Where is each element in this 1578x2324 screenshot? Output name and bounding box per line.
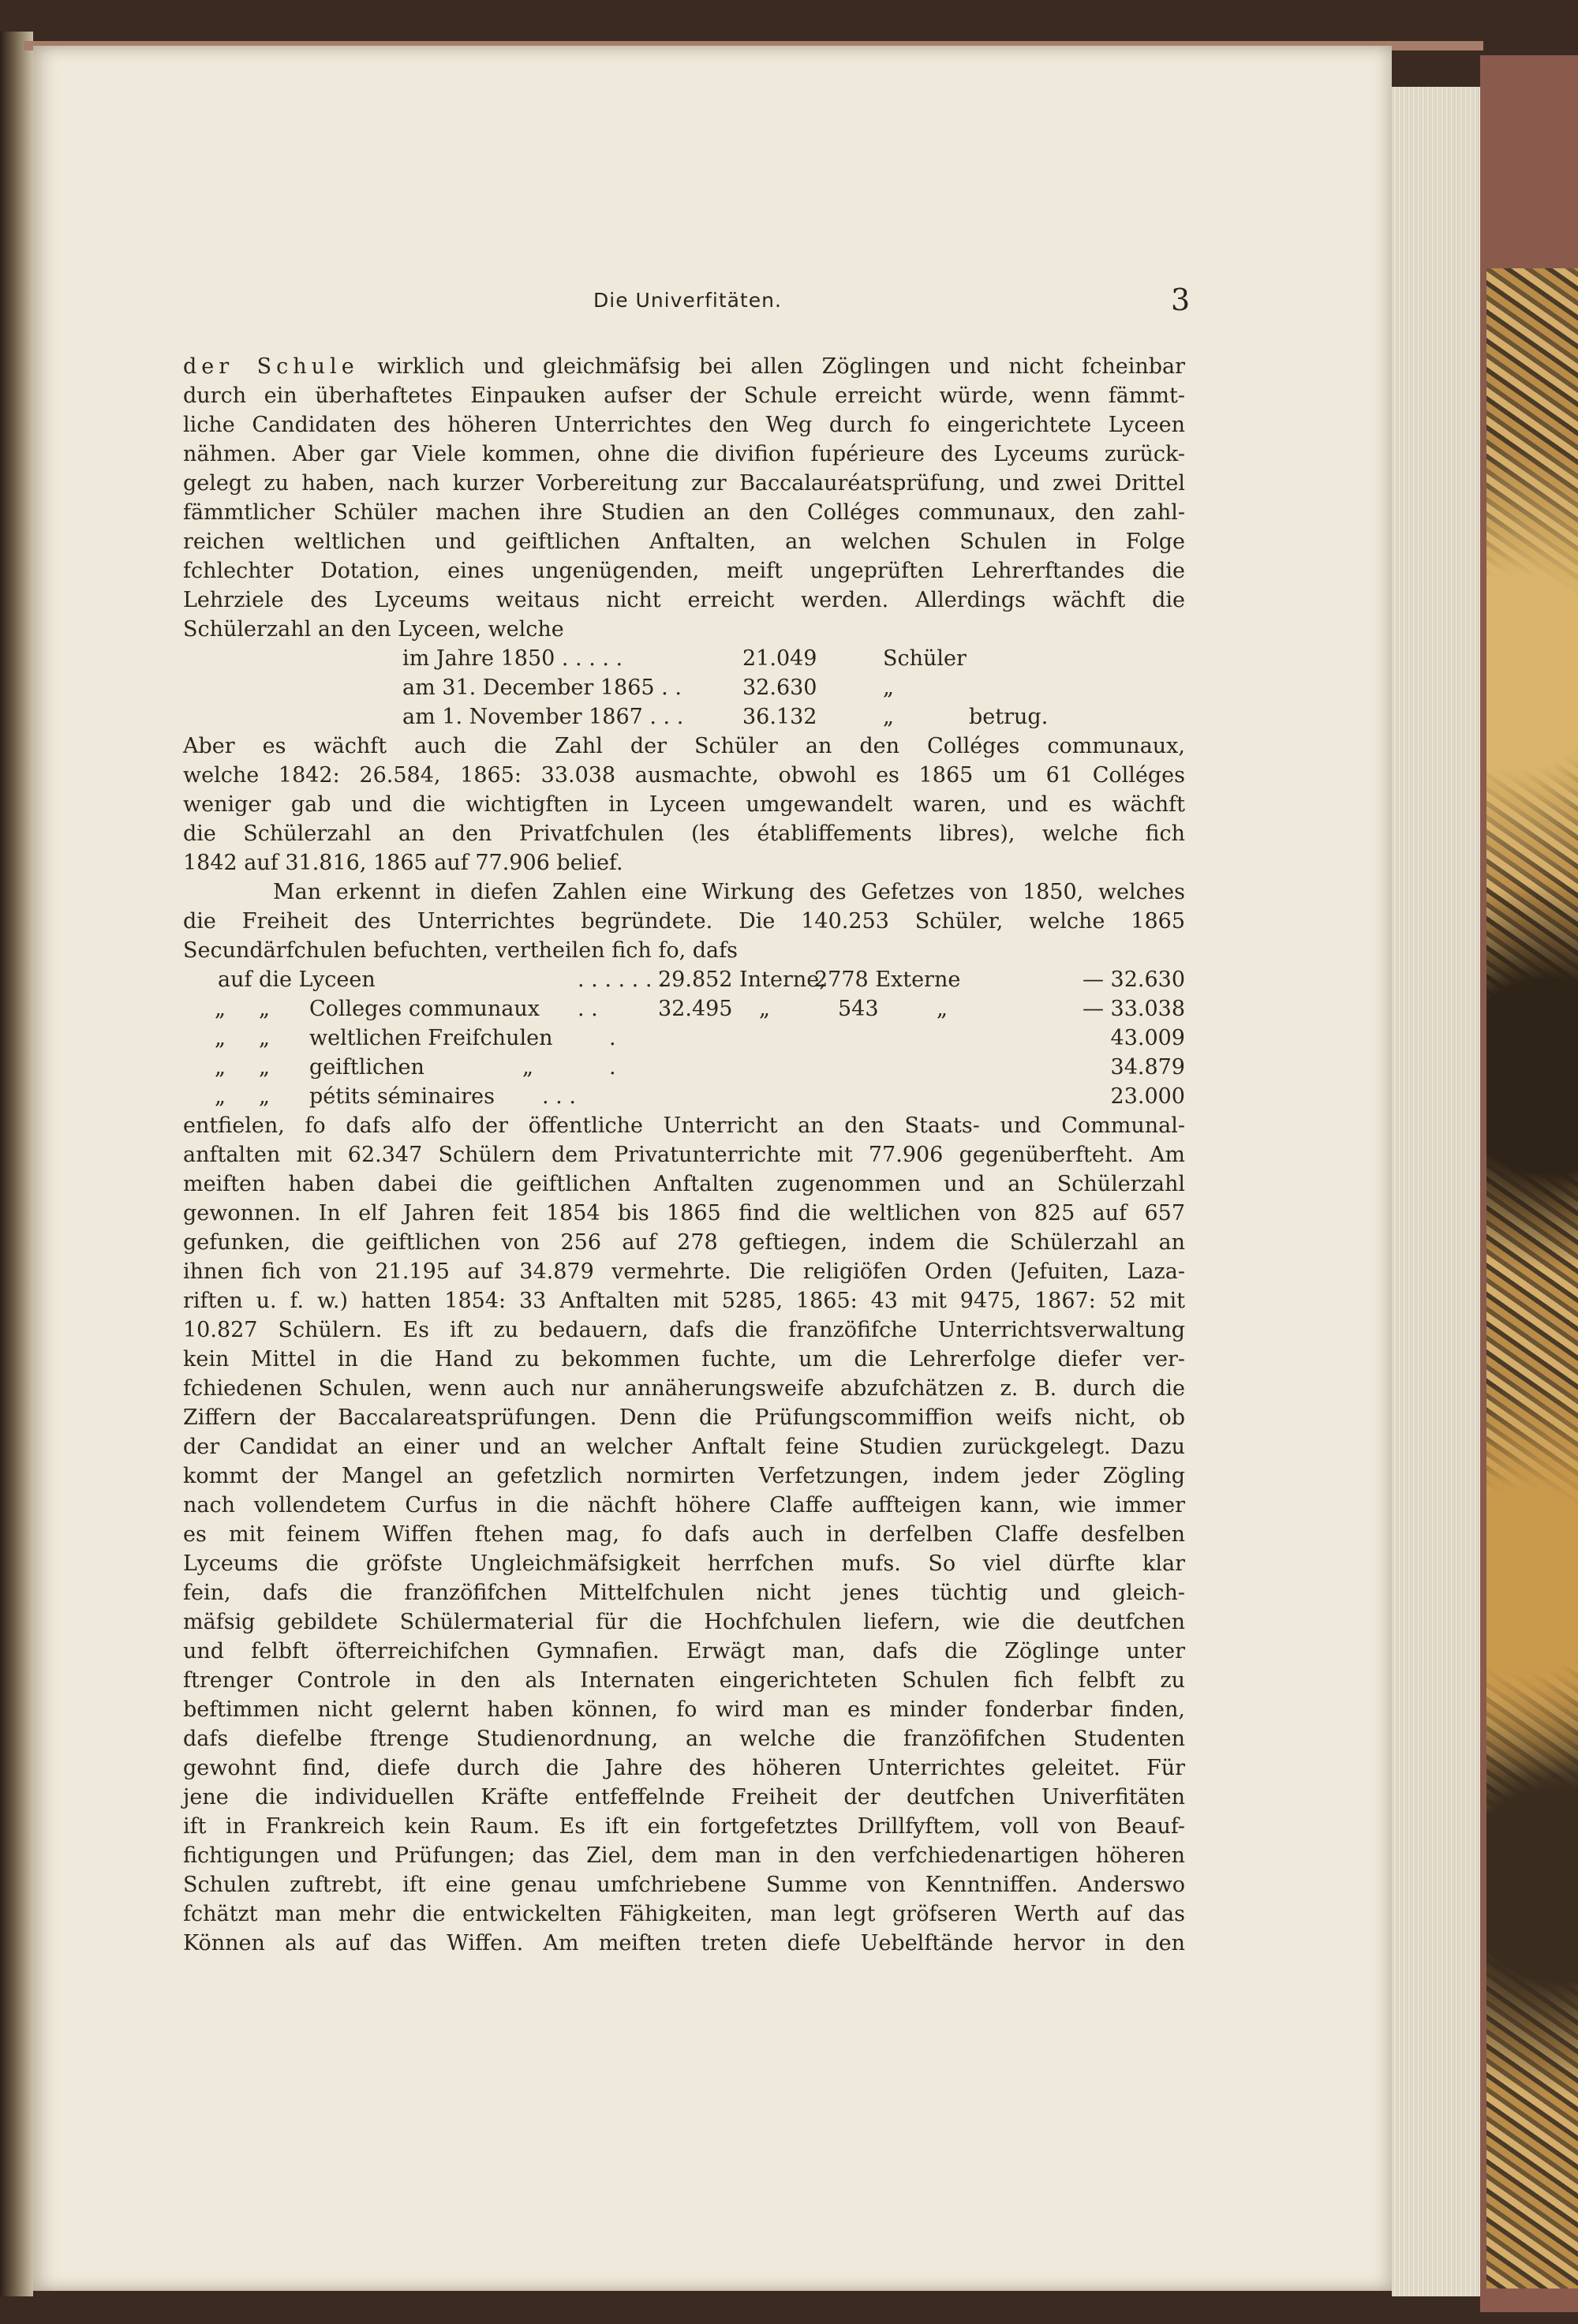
text-line: dafs diefelbe ftrenge Studienordnung, an welche die franzöfifchen Studenten xyxy=(183,1727,1185,1751)
text-line: meiften haben dabei die geiftlichen Anftalten zugenommen und an Schülerzahl xyxy=(183,1172,1185,1196)
text-line: anftalten mit 62.347 Schülern dem Privatunterrichte mit 77.906 gegenüberfteht. Am xyxy=(183,1143,1185,1167)
table-row: „ „ geiftlichen „ . 34.879 xyxy=(215,1055,1185,1080)
text-line: und felbft öfterreichifchen Gymnafien. Erwägt man, dafs die Zöglinge unter xyxy=(183,1639,1185,1663)
text-line: Aber es wächft auch die Zahl der Schüler an den Colléges communaux, xyxy=(183,734,1185,758)
text-line: gewohnt find, diefe durch die Jahre des höheren Unterrichtes geleitet. Für xyxy=(183,1756,1185,1780)
text-line: Schulen zuftrebt, ift eine genau umfchriebene Summe von Kenntniffen. Anderswo xyxy=(183,1873,1185,1897)
text-line: ftrenger Controle in den als Internaten eingerichteten Schulen fich felbft zu xyxy=(183,1668,1185,1693)
text-line: gelegt zu haben, nach kurzer Vorbereitung zur Baccalauréatsprüfung, und zwei Drittel xyxy=(183,471,1185,496)
text-line: Lehrziele des Lyceums weitaus nicht erreicht werden. Allerdings wächft die xyxy=(183,588,1185,612)
text-line: Schülerzahl an den Lyceen, welche xyxy=(183,617,564,642)
text-line: riften u. f. w.) hatten 1854: 33 Anftalten mit 5285, 1865: 43 mit 9475, 1867: 52 mit xyxy=(183,1289,1185,1313)
lyceum-enrolment-table xyxy=(183,644,1185,732)
text-line: fein, dafs die franzöfifchen Mittelfchulen nicht jenes tüchtig und gleich- xyxy=(183,1581,1185,1605)
text-line: 10.827 Schülern. Es ift zu bedauern, dafs die franzöfifche Unterrichtsverwaltung xyxy=(183,1318,1185,1342)
table-row: „ „ pétits séminaires . . . 23.000 xyxy=(215,1084,1185,1109)
text-line: kein Mittel in die Hand zu bekommen fuchte, um die Lehrerfolge diefer ver- xyxy=(183,1347,1185,1372)
paragraph-4 xyxy=(183,1111,1185,1958)
text-line: ift in Frankreich kein Raum. Es ift ein fortgefetztes Drillfyftem, voll von Beauf- xyxy=(183,1814,1185,1839)
text-line: mäfsig gebildete Schülermaterial für die Hochfchulen liefern, wie die deutfchen xyxy=(183,1610,1185,1634)
text-line: die Schülerzahl an den Privatfchulen (les établiffements libres), welche fich xyxy=(183,821,1185,846)
text-line: Ziffern der Baccalareatsprüfungen. Denn die Prüfungscommiffion weifs nicht, ob xyxy=(183,1405,1185,1430)
text-line: der Candidat an einer und an welcher Anftalt feine Studien zurückgelegt. Dazu xyxy=(183,1435,1185,1459)
text-line: fchlechter Dotation, eines ungenügenden, meift ungeprüften Lehrerftandes die xyxy=(183,559,1185,583)
page-edges xyxy=(1392,87,1480,2296)
text-line: der Schule wirklich und gleichmäfsig bei allen Zöglingen und nicht fcheinbar xyxy=(183,354,1186,379)
paragraph-1 xyxy=(183,352,1185,644)
text-line: liche Candidaten des höheren Unterrichtes den Weg durch fo eingerichtete Lyceen xyxy=(183,413,1185,437)
text-line: gefunken, die geiftlichen von 256 auf 278 geftiegen, indem die Schülerzahl an xyxy=(183,1230,1185,1255)
text-line: es mit feinem Wiffen ftehen mag, fo dafs auch in derfelben Claffe desfelben xyxy=(183,1522,1185,1547)
table-row: „ „ weltlichen Freifchulen . 43.009 xyxy=(215,1026,1185,1050)
running-head: Die Univerfitäten. xyxy=(593,289,782,312)
text-line: welche 1842: 26.584, 1865: 33.038 ausmachte, obwohl es 1865 um 61 Colléges xyxy=(183,763,1185,788)
paragraph-2 xyxy=(183,732,1185,878)
text-line: weniger gab und die wichtigften in Lyceen umgewandelt waren, und es wächft xyxy=(183,792,1185,817)
spaced-lead: der Schule xyxy=(183,354,359,379)
text-line: 1842 auf 31.816, 1865 auf 77.906 belief. xyxy=(183,851,623,875)
text-line: jene die individuellen Kräfte entfeffelnde Freiheit der deutfchen Univerfitäten xyxy=(183,1785,1185,1809)
table-row: am 1. November 1867 . . . 36.132 „ betrug. xyxy=(402,705,1049,729)
text-line: entfielen, fo dafs alfo der öffentliche Unterricht an den Staats- und Communal- xyxy=(183,1113,1185,1138)
text-line: beftimmen nicht gelernt haben können, fo wird man es minder fonderbar finden, xyxy=(183,1697,1185,1722)
text-line: fichtigungen und Prüfungen; das Ziel, dem man in den verfchiedenartigen höheren xyxy=(183,1843,1185,1868)
table-row: auf die Lyceen . . . . . . . 29.852 Interne, 2778 Externe — 32.630 xyxy=(218,967,1185,992)
text-line: fchiedenen Schulen, wenn auch nur annäherungsweife abzufchätzen z. B. durch die xyxy=(183,1376,1185,1401)
table-row: im Jahre 1850 . . . . . 21.049 Schüler xyxy=(402,646,967,671)
table-row: „ „ Colleges communaux . . 32.495 „ 543 „ — 33.038 xyxy=(215,997,1185,1021)
body-text xyxy=(183,352,1185,1958)
text-line: kommt der Mangel an gefetzlich normirten Verfetzungen, indem jeder Zögling xyxy=(183,1464,1185,1488)
paragraph-3 xyxy=(183,878,1185,965)
book-left-edge xyxy=(0,32,33,2296)
marbled-cover-paper xyxy=(1486,268,1578,2288)
text-line: gewonnen. In elf Jahren feit 1854 bis 1865 find die weltlichen von 825 auf 657 xyxy=(183,1201,1185,1226)
text-line: ihnen fich von 21.195 auf 34.879 vermehrte. Die religiöfen Orden (Jefuiten, Laza- xyxy=(183,1259,1185,1284)
text-line: nähmen. Aber gar Viele kommen, ohne die divifion fupérieure des Lyceums zurück- xyxy=(183,442,1185,466)
text-line: Man erkennt in diefen Zahlen eine Wirkung des Gefetzes von 1850, welches xyxy=(273,880,1185,904)
text-line: fchätzt man mehr die entwickelten Fähigkeiten, man legt gröfseren Werth auf das xyxy=(183,1902,1185,1926)
text-line: die Freiheit des Unterrichtes begründete. Die 140.253 Schüler, welche 1865 xyxy=(183,909,1185,934)
text-line: fämmtlicher Schüler machen ihre Studien an den Colléges communaux, den zahl- xyxy=(183,500,1185,525)
table-row: am 31. December 1865 . . 32.630 „ xyxy=(402,675,894,700)
text-line: Lyceums die gröfste Ungleichmäfsigkeit herrfchen mufs. So viel dürfte klar xyxy=(183,1551,1185,1576)
text-line: Secundärfchulen befuchten, vertheilen fich fo, dafs xyxy=(183,938,739,963)
text-line: nach vollendetem Curfus in die nächft höhere Claffe auffteigen kann, wie immer xyxy=(183,1493,1185,1518)
text-line: reichen weltlichen und geiftlichen Anftalten, an welchen Schulen in Folge xyxy=(183,530,1185,554)
text-line: Können als auf das Wiffen. Am meiften treten diefe Uebelftände hervor in den xyxy=(183,1931,1185,1955)
text-line: durch ein überhaftetes Einpauken aufser der Schule erreicht würde, wenn fämmt- xyxy=(183,384,1185,408)
secondary-school-distribution-table xyxy=(183,965,1185,1111)
page-number: 3 xyxy=(1171,283,1191,317)
